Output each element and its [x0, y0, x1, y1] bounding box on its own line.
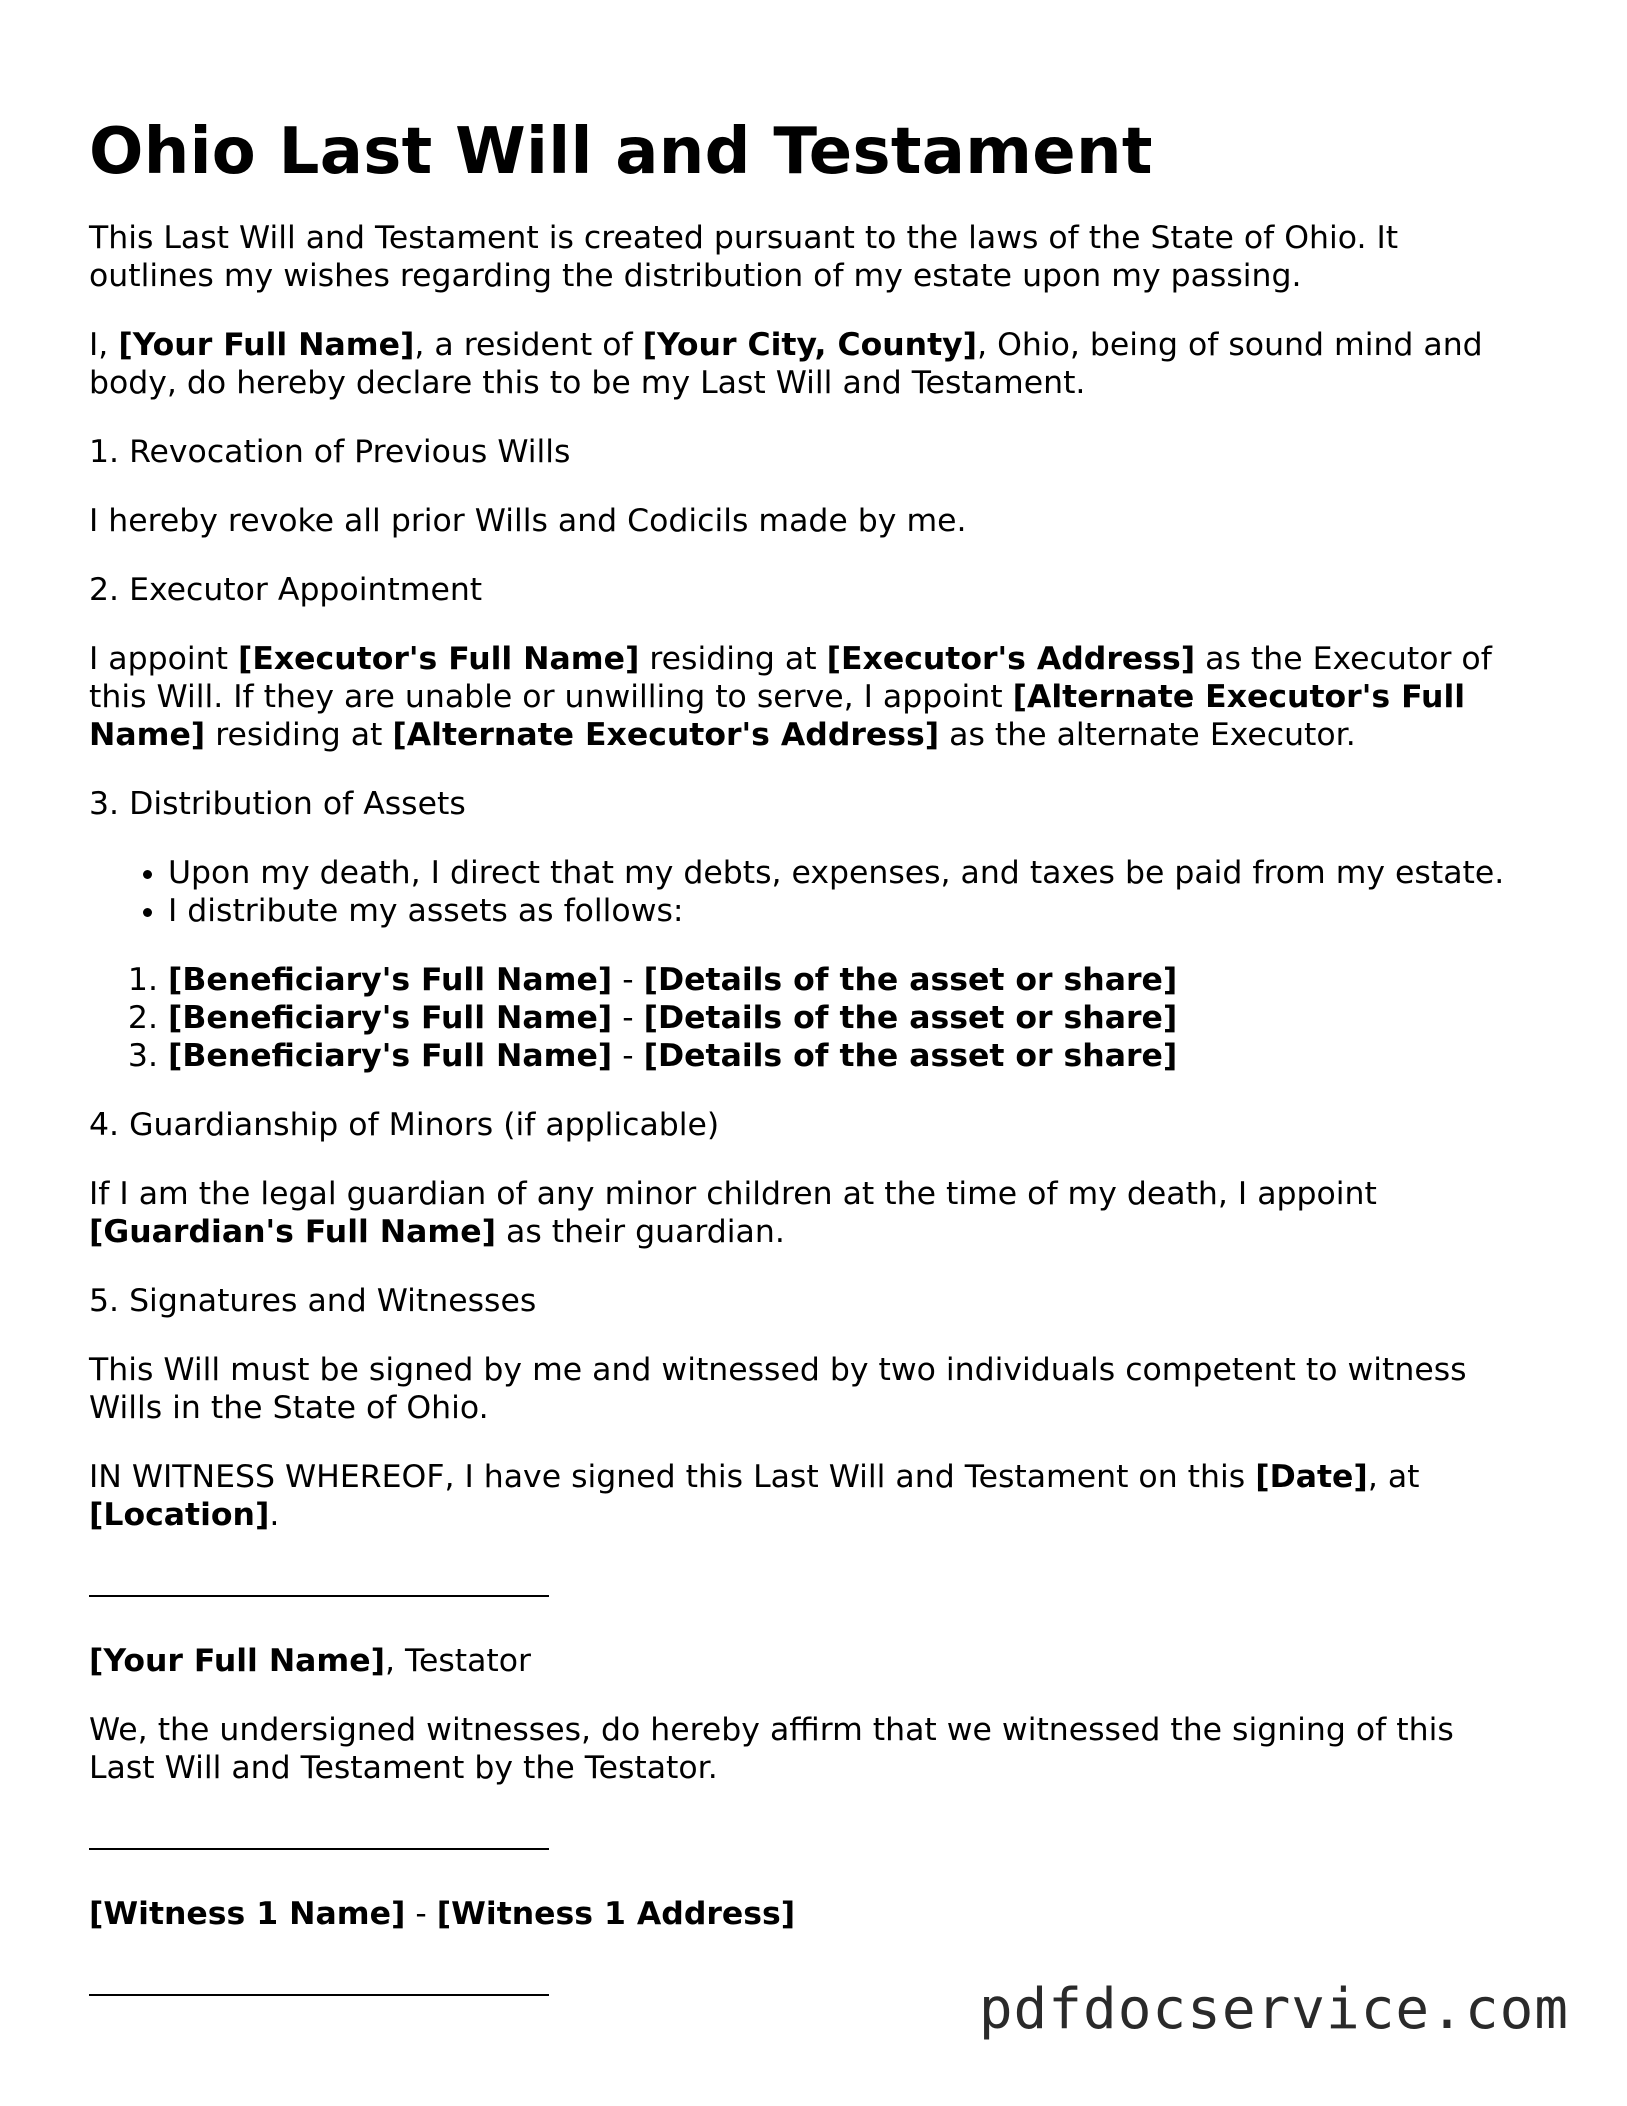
guardian-text-1: If I am the legal guardian of any minor children at the time of my death, I appoint	[89, 1176, 1377, 1212]
section-5-text: This Will must be signed by me and witnessed by two individuals competent to witness Wills in the State of Ohio.	[89, 1352, 1467, 1426]
beneficiary-separator: -	[612, 1000, 644, 1036]
testator-name-placeholder: [Your Full Name]	[118, 327, 415, 363]
alternate-executor-address-placeholder: [Alternate Executor's Address]	[392, 717, 940, 753]
beneficiary-item	[168, 961, 1529, 999]
asset-details-placeholder: [Details of the asset or share]	[643, 962, 1178, 998]
executor-name-placeholder: [Executor's Full Name]	[237, 641, 640, 677]
executor-text-4: residing at	[205, 717, 393, 753]
in-witness-text-2: , at	[1367, 1459, 1420, 1495]
location-placeholder: [Location]	[89, 1497, 270, 1533]
declaration-paragraph	[89, 326, 1529, 402]
bullet-item: • I distribute my assets as follows:	[168, 892, 1529, 930]
beneficiary-separator: -	[612, 1038, 644, 1074]
beneficiary-item	[168, 1037, 1529, 1075]
beneficiary-list	[89, 961, 1529, 1075]
executor-address-placeholder: [Executor's Address]	[826, 641, 1196, 677]
executor-text-5: as the alternate Executor.	[939, 717, 1356, 753]
in-witness-text-1: IN WITNESS WHEREOF, I have signed this Last Will and Testament on this	[89, 1459, 1256, 1495]
beneficiary-item	[168, 999, 1529, 1037]
watermark-text: pdfdocservice.com	[978, 1977, 1569, 2042]
witness-1-label	[89, 1895, 1529, 1933]
executor-text-2: residing at	[639, 641, 827, 677]
in-witness-paragraph	[89, 1458, 1529, 1534]
executor-text-1: I appoint	[89, 641, 238, 677]
date-placeholder: [Date]	[1255, 1459, 1368, 1495]
executor-text-3: as the Executor of this Will. If they are unable or unwilling to serve, I appoint	[89, 641, 1492, 715]
beneficiary-name-placeholder: [Beneficiary's Full Name]	[168, 1000, 613, 1036]
witness-1-separator: -	[405, 1896, 437, 1932]
declaration-text-3: , Ohio, being of sound mind and body, do hereby declare this to be my Last Will and Testament.	[89, 327, 1483, 401]
city-county-placeholder: [Your City, County]	[642, 327, 978, 363]
section-4-heading: 4. Guardianship of Minors (if applicable)	[89, 1107, 720, 1143]
beneficiary-name-placeholder: [Beneficiary's Full Name]	[168, 962, 613, 998]
asset-details-placeholder: [Details of the asset or share]	[643, 1000, 1178, 1036]
section-1-heading: 1. Revocation of Previous Wills	[89, 434, 571, 470]
testator-signature-name: [Your Full Name]	[89, 1643, 386, 1679]
witness-2-signature-line	[89, 1964, 549, 1996]
witness-1-address-placeholder: [Witness 1 Address]	[436, 1896, 796, 1932]
document-page	[89, 112, 1529, 2041]
testator-signature-label	[89, 1642, 1529, 1680]
distribution-bullet-list	[89, 854, 1529, 930]
bullet-item: • Upon my death, I direct that my debts, expenses, and taxes be paid from my estate.	[168, 854, 1529, 892]
section-5-heading: 5. Signatures and Witnesses	[89, 1283, 537, 1319]
declaration-text-1: I,	[89, 327, 119, 363]
alternate-executor-name-placeholder: [Alternate Executor's Full Name]	[89, 679, 1466, 753]
guardian-name-placeholder: [Guardian's Full Name]	[89, 1214, 496, 1250]
in-witness-text-3: .	[269, 1497, 280, 1533]
section-4-text	[89, 1175, 1529, 1251]
witness-1-signature-line	[89, 1818, 549, 1850]
section-1-text: I hereby revoke all prior Wills and Codicils made by me.	[89, 503, 967, 539]
witness-affirmation: We, the undersigned witnesses, do hereby affirm that we witnessed the signing of this Last Will and Testament by the Testator.	[89, 1712, 1454, 1786]
section-2-heading: 2. Executor Appointment	[89, 572, 483, 608]
section-2-text	[89, 640, 1529, 754]
intro-paragraph: This Last Will and Testament is created pursuant to the laws of the State of Ohio. It outlines my wishes regarding the distribution of my estate upon my passing.	[89, 220, 1399, 294]
asset-details-placeholder: [Details of the asset or share]	[643, 1038, 1178, 1074]
beneficiary-name-placeholder: [Beneficiary's Full Name]	[168, 1038, 613, 1074]
section-3-heading: 3. Distribution of Assets	[89, 786, 466, 822]
page-title: Ohio Last Will and Testament	[89, 115, 1153, 189]
testator-signature-line	[89, 1565, 549, 1597]
testator-role: , Testator	[385, 1643, 531, 1679]
declaration-text-2: , a resident of	[414, 327, 643, 363]
guardian-text-2: as their guardian.	[496, 1214, 785, 1250]
beneficiary-separator: -	[612, 962, 644, 998]
witness-1-name-placeholder: [Witness 1 Name]	[89, 1896, 406, 1932]
